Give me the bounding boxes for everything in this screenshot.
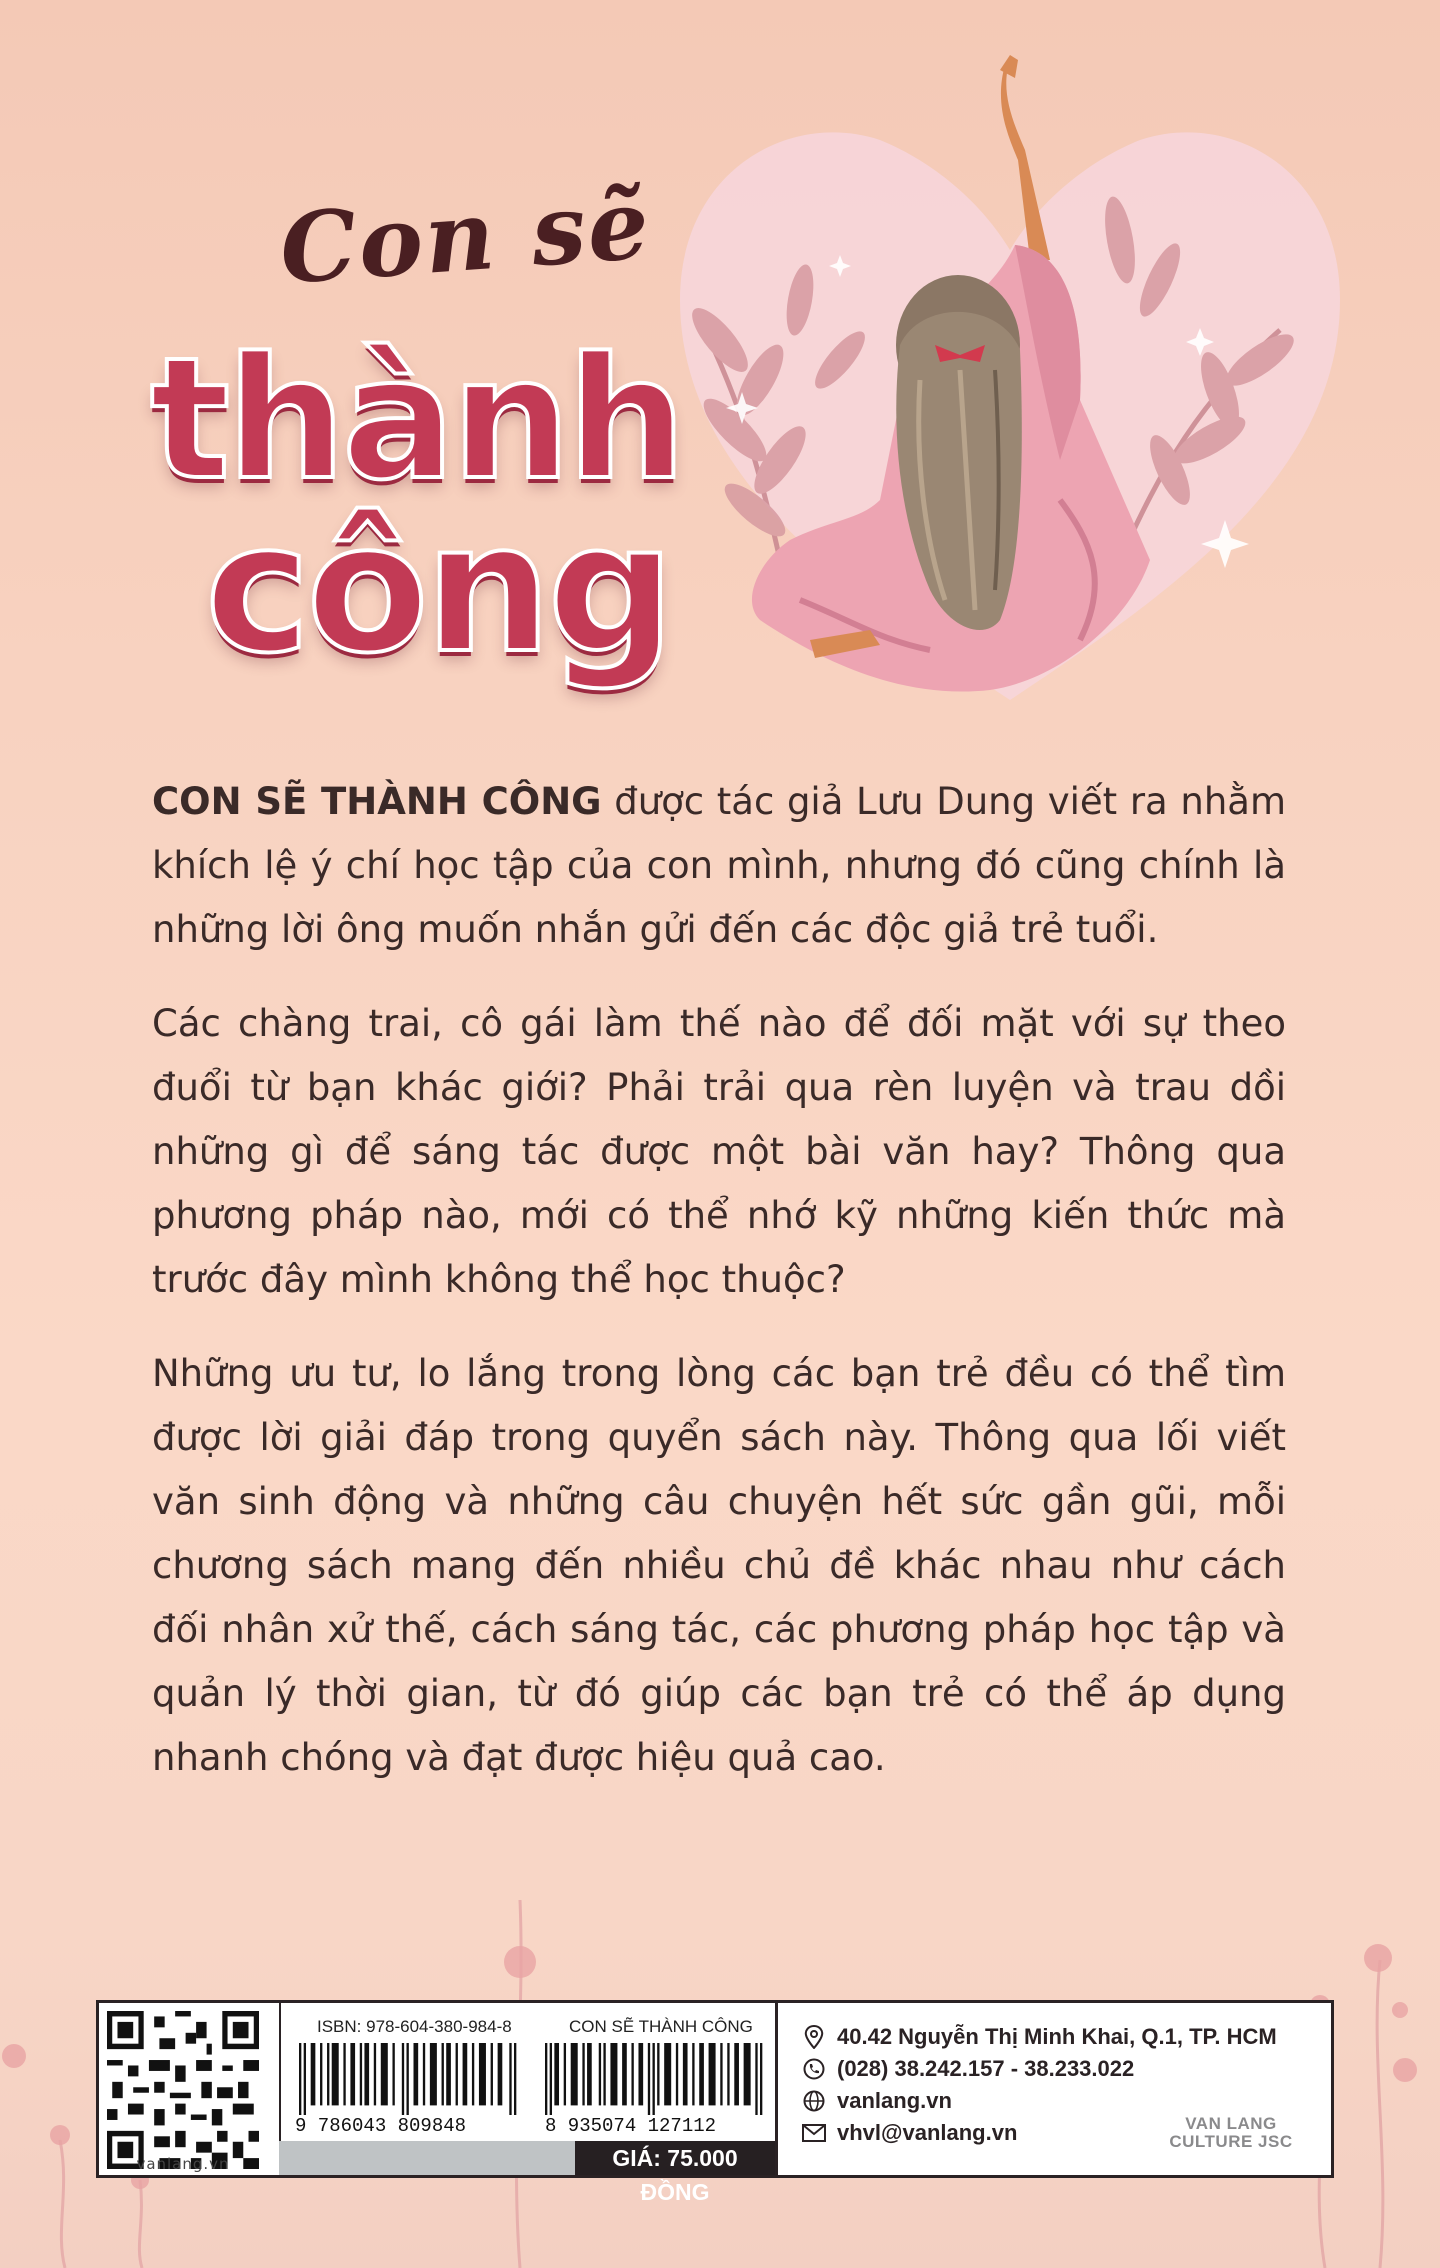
book-description: [152, 770, 1286, 1820]
book-title-inline: CON SẼ THÀNH CÔNG: [152, 780, 602, 823]
phone-row: [799, 2053, 1277, 2085]
book-name-label: CON SẼ THÀNH CÔNG: [569, 2017, 753, 2036]
qr-code-icon[interactable]: [107, 2011, 259, 2169]
qr-caption: vanlang.vn: [136, 2155, 230, 2173]
barcode-info-box: [96, 2000, 1334, 2205]
address-text: 40.42 Nguyễn Thị Minh Khai, Q.1, TP. HCM: [837, 2024, 1277, 2049]
mail-icon: [799, 2124, 829, 2142]
barcode-number-1: 9 786043 809848: [295, 2115, 467, 2137]
website-link[interactable]: vanlang.vn: [837, 2088, 952, 2113]
barcode-icon: [545, 2043, 767, 2115]
price-label: GIÁ: 75.000 ĐỒNG: [575, 2141, 775, 2175]
description-paragraph-2: Các chàng trai, cô gái làm thế nào để đối mặt với sự theo đuổi từ bạn khác giới? Phải trải qua rèn luyện và trau dồi những gì để sáng tác được một bài văn hay? Thông qua phương pháp nào, mới có thể nhớ kỹ những kiến thức mà trước đây mình không thể học thuộc?: [152, 1002, 1286, 1301]
location-icon: [799, 2025, 829, 2049]
barcode-number-2: 8 935074 127112: [545, 2115, 717, 2137]
publisher-name-line-1: VAN LANG: [1185, 2114, 1277, 2133]
price-bar: [279, 2141, 775, 2205]
publisher-logo: [1161, 2115, 1301, 2151]
title-line-2: công: [205, 485, 671, 692]
globe-icon: [799, 2090, 829, 2112]
isbn-label: ISBN: 978-604-380-984-8: [317, 2017, 512, 2036]
description-paragraph-3: Những ưu tư, lo lắng trong lòng các bạn trẻ đều có thể tìm được lời giải đáp trong quyển sách này. Thông qua lối viết văn sinh động và những câu chuyện hết sức gần gũi, mỗi chương sách mang đến nhiều chủ đề khác nhau như cách đối nhân xử thế, cách sáng tác, các phương pháp học tập và quản lý thời gian, từ đó giúp các bạn trẻ có thể áp dụng nhanh chóng và đạt được hiệu quả cao.: [152, 1352, 1286, 1779]
title-script: Con sẽ: [276, 167, 655, 306]
description-paragraph-1-text: được tác giả Lưu Dung viết ra nhằm khích lệ ý chí học tập của con mình, nhưng đó cũng chính là những lời ông muốn nhắn gửi đến các độc giả trẻ tuổi.: [152, 780, 1287, 951]
divider: [775, 2003, 778, 2175]
barcode-icon: [299, 2043, 521, 2115]
title-line-1: thành: [150, 321, 683, 517]
address-row: [799, 2021, 1277, 2053]
website-row: [799, 2085, 1277, 2117]
publisher-name-line-2: CULTURE JSC: [1169, 2132, 1293, 2151]
phone-icon: [799, 2058, 829, 2080]
phone-text[interactable]: (028) 38.242.157 - 38.233.022: [837, 2056, 1135, 2081]
description-paragraph-1: [152, 770, 1286, 962]
email-link[interactable]: vhvl@vanlang.vn: [837, 2120, 1018, 2145]
